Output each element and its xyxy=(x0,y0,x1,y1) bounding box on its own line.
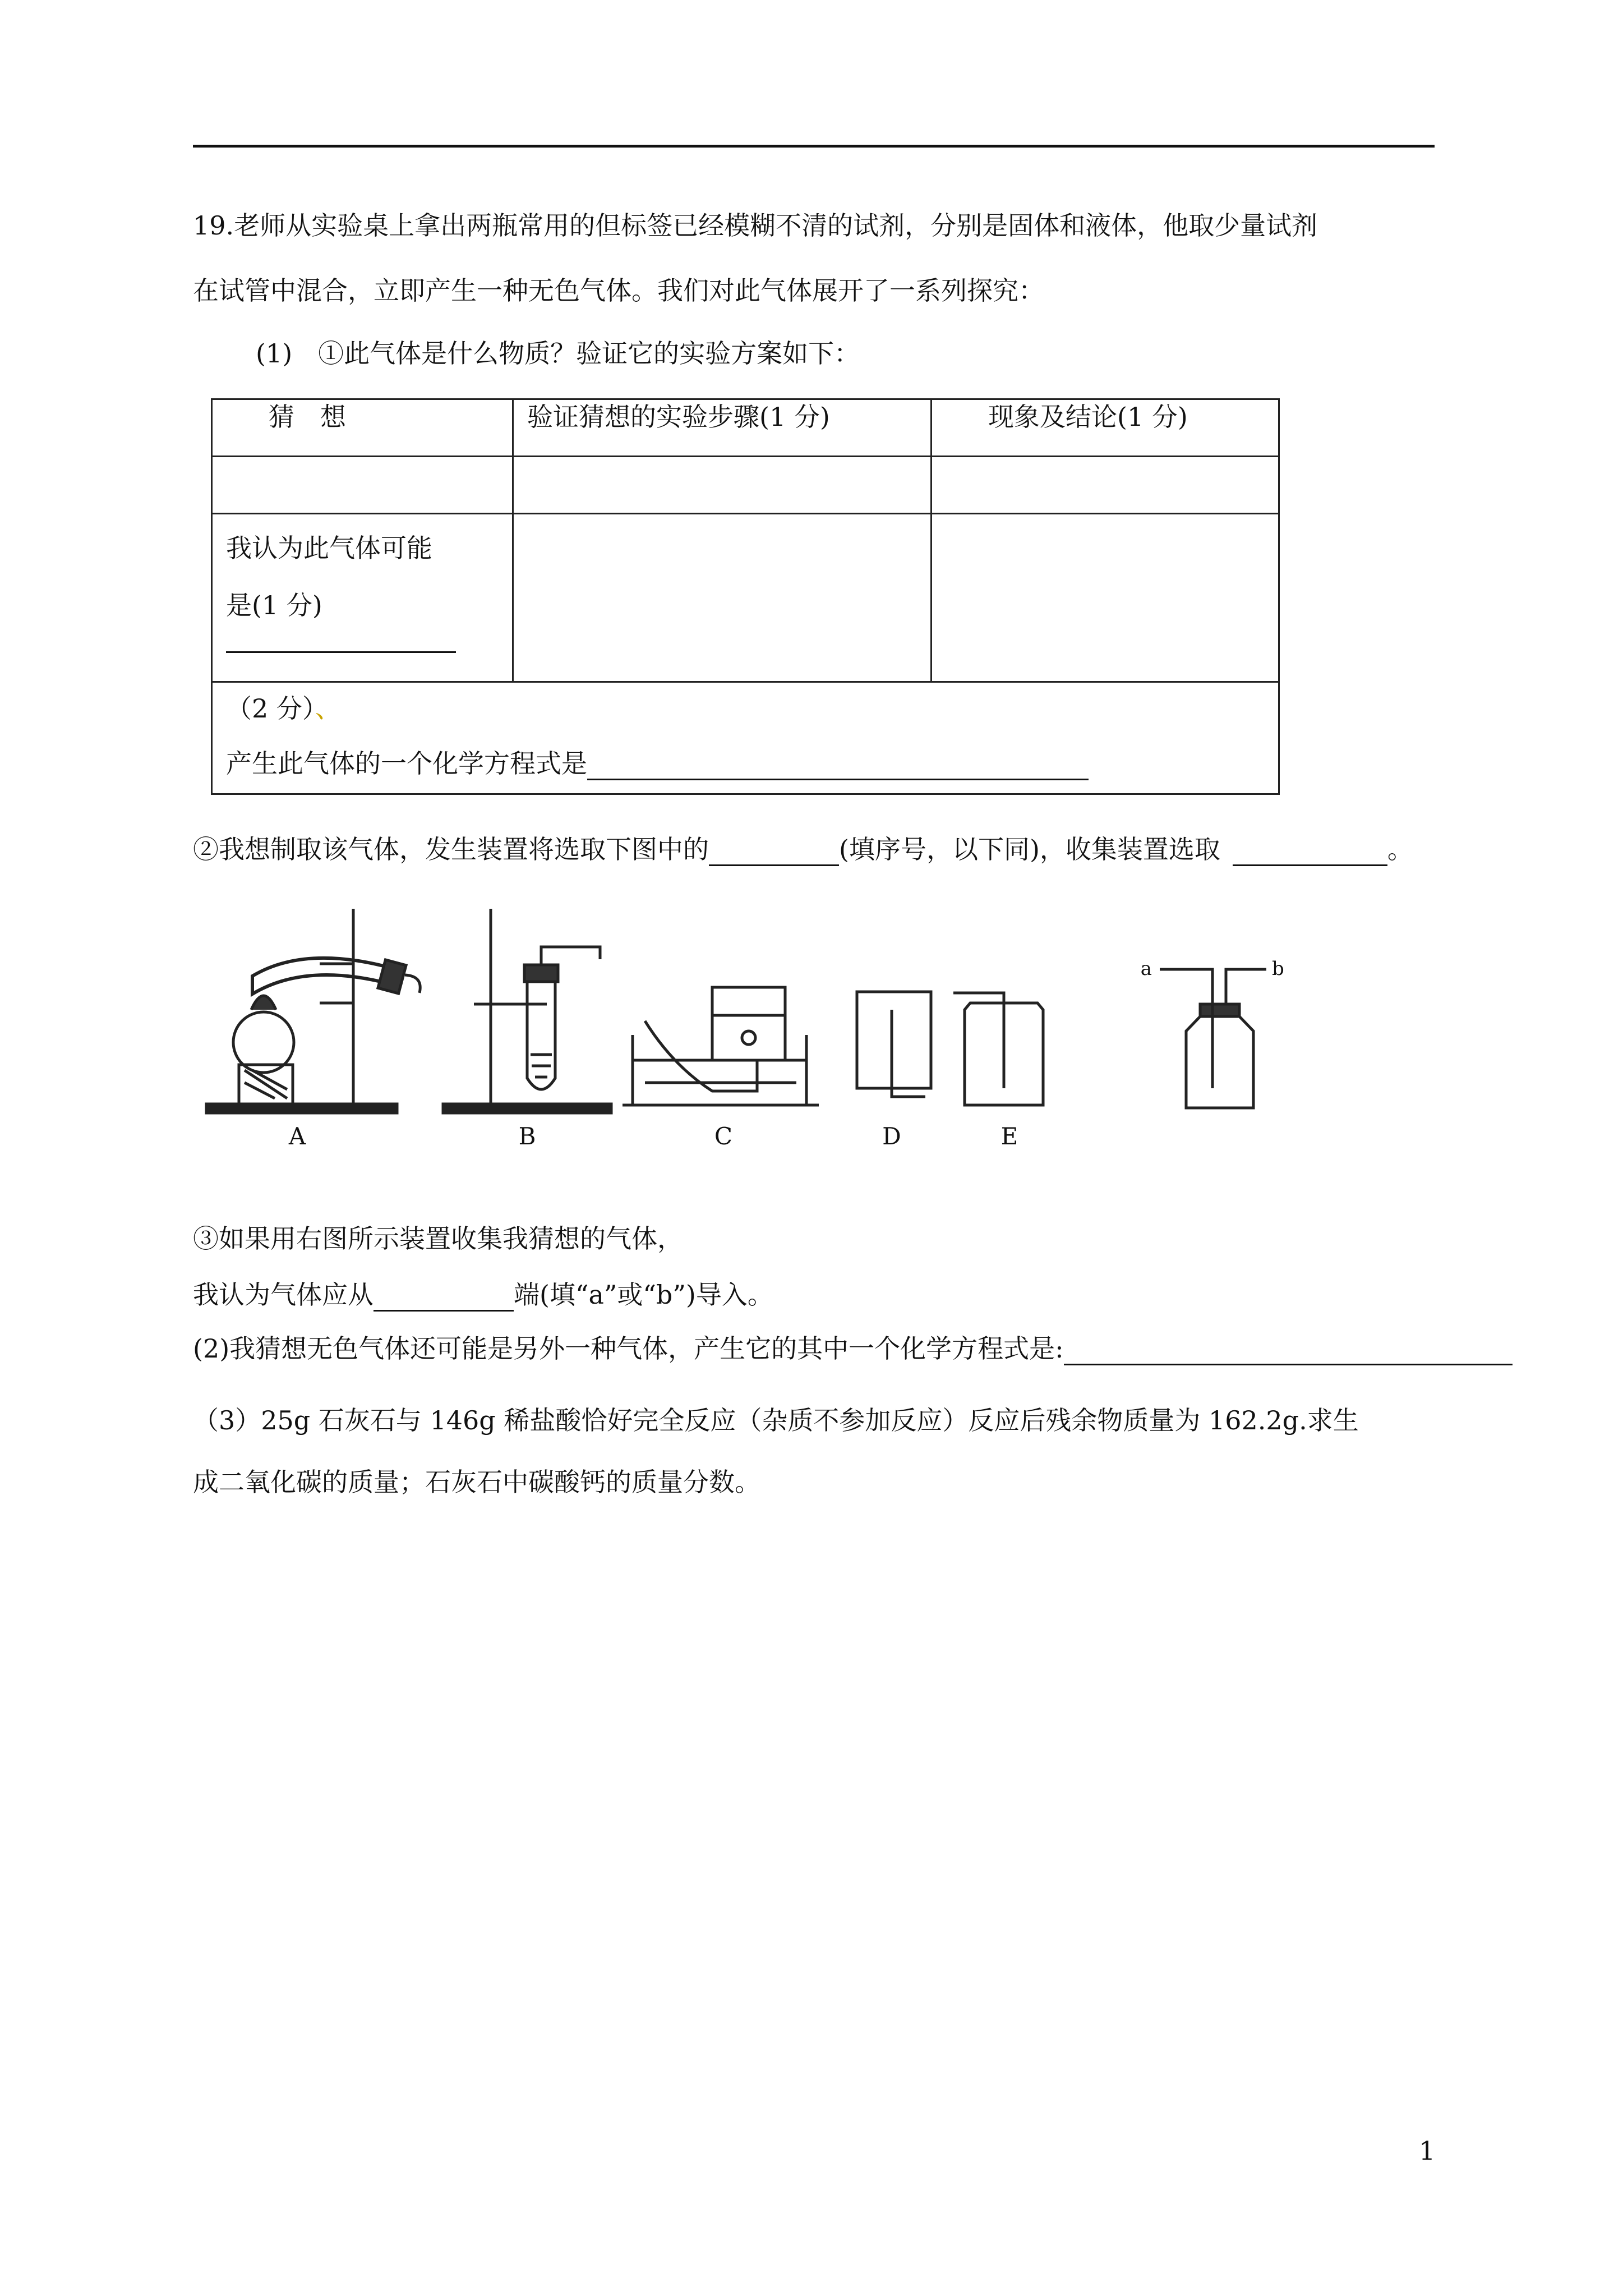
q2-text-b: (填序号，以下同)，收集装置选取 xyxy=(839,834,1220,864)
part1-intro: (1) ①此气体是什么物质？验证它的实验方案如下： xyxy=(256,338,860,369)
result-answer-cell[interactable] xyxy=(932,514,1279,682)
equation-blank[interactable] xyxy=(587,752,1089,780)
part3-line2: 成二氧化碳的质量；石灰石中碳酸钙的质量分数。 xyxy=(193,1467,760,1497)
header-steps: 验证猜想的实验步骤(1 分) xyxy=(513,399,932,457)
collection-bottle xyxy=(1160,969,1266,1108)
q3-line2 xyxy=(193,1278,773,1312)
q3-line1: ③如果用右图所示装置收集我猜想的气体， xyxy=(193,1223,683,1254)
blank-cell[interactable] xyxy=(513,457,932,514)
page-number: 1 xyxy=(1419,2136,1436,2166)
blank-cell[interactable] xyxy=(212,457,513,514)
label-a: A xyxy=(288,1122,306,1150)
label-c: C xyxy=(714,1122,733,1150)
apparatus-b xyxy=(443,909,611,1113)
guess-cell xyxy=(212,514,513,682)
part2-equation-blank[interactable] xyxy=(1064,1337,1513,1365)
header-rule xyxy=(193,145,1435,148)
port-b-label: b xyxy=(1272,958,1284,980)
part3-line1: （3）25g 石灰石与 146g 稀盐酸恰好完全反应（杂质不参加反应）反应后残余物质量为 162.2g.求生 xyxy=(193,1405,1359,1435)
label-b: B xyxy=(518,1122,536,1150)
label-e: E xyxy=(1000,1122,1018,1150)
blank-cell[interactable] xyxy=(932,457,1279,514)
q3-text-a: 我认为气体应从 xyxy=(193,1280,374,1310)
header-guess: 猜 想 xyxy=(212,399,513,457)
part1-question2 xyxy=(193,832,1413,866)
port-a-label: a xyxy=(1140,958,1152,980)
question-19-line1: 19.老师从实验桌上拿出两瓶常用的但标签已经模糊不清的试剂，分别是固体和液体，他取少量试剂 xyxy=(193,210,1318,241)
collector-blank[interactable] xyxy=(1233,838,1387,866)
apparatus-d xyxy=(857,992,931,1097)
q3-text-b: 端(填“a”或“b”)导入。 xyxy=(514,1280,773,1310)
generator-blank[interactable] xyxy=(709,838,839,866)
equation-cell xyxy=(212,682,1279,794)
q2-text-end: 。 xyxy=(1387,834,1413,864)
table-guess-row xyxy=(212,514,1279,682)
apparatus-a xyxy=(206,909,420,1113)
port-blank[interactable] xyxy=(374,1283,514,1312)
table-blank-row xyxy=(212,457,1279,514)
steps-answer-cell[interactable] xyxy=(513,514,932,682)
apparatus-figure xyxy=(196,898,1318,1150)
equation-label: 产生此气体的一个化学方程式是 xyxy=(226,748,587,779)
question-19-line2: 在试管中混合，立即产生一种无色气体。我们对此气体展开了一系列探究： xyxy=(193,275,1044,306)
guess-line2: 是(1 分) xyxy=(226,590,322,620)
label-d: D xyxy=(882,1122,901,1150)
table-equation-row xyxy=(212,682,1279,794)
guess-line1: 我认为此气体可能 xyxy=(226,533,432,563)
experiment-table xyxy=(211,398,1280,795)
score-2: （2 分） xyxy=(226,693,315,724)
part2-text: (2)我猜想无色气体还可能是另外一种气体，产生它的其中一个化学方程式是: xyxy=(193,1333,1064,1364)
q2-text-a: ②我想制取该气体，发生装置将选取下图中的 xyxy=(193,834,709,864)
guess-blank[interactable] xyxy=(226,651,456,653)
header-result: 现象及结论(1 分) xyxy=(932,399,1279,457)
apparatus-c xyxy=(623,987,819,1105)
part2-line xyxy=(193,1332,1513,1365)
yellow-dot: 、 xyxy=(315,693,341,724)
apparatus-e xyxy=(953,993,1043,1105)
table-header-row xyxy=(212,399,1279,457)
